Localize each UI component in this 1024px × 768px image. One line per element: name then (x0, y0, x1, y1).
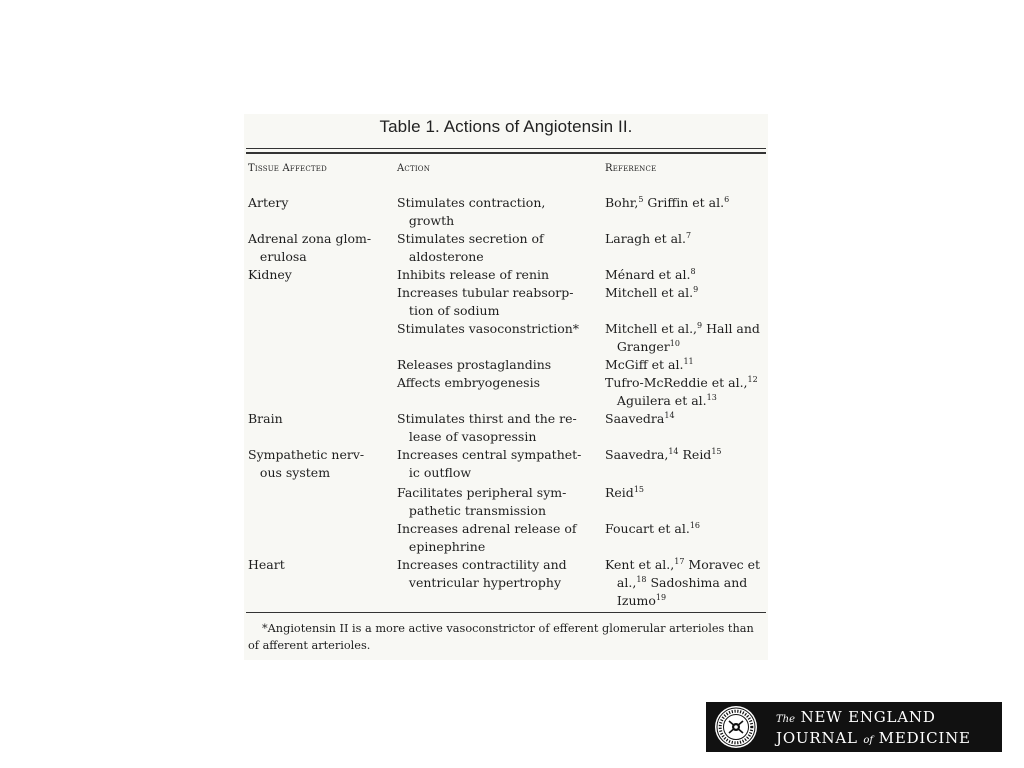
row-action: Stimulates thirst and the re- lease of vasopressin (397, 411, 577, 444)
row-action: Inhibits release of renin (397, 267, 550, 282)
row-reference: Saavedra,$^{14}$ Reid$^{15}$ (605, 447, 722, 462)
row-tissue: Heart (248, 557, 285, 572)
row-reference: Mitchell et al.$^9$ (605, 285, 699, 300)
row-reference: Reid$^{15}$ (605, 485, 644, 500)
row-action: Facilitates peripheral sym- pathetic transmission (397, 485, 567, 518)
row-tissue: Sympathetic nerv- ous system (248, 447, 365, 480)
row-reference: Laragh et al.$^7$ (605, 231, 692, 246)
column-header-reference: Reference (605, 163, 657, 174)
nejm-seal-icon (714, 705, 758, 749)
row-tissue: Artery (248, 195, 289, 210)
row-action: Stimulates secretion of aldosterone (397, 231, 544, 264)
row-reference: Tufro-McReddie et al.,$^{12}$ Aguilera et al.$^{13}$ (605, 375, 758, 408)
row-reference: Mitchell et al.,$^9$ Hall and Granger$^{10}$ (605, 321, 760, 354)
row-action: Increases contractility and ventricular hypertrophy (397, 557, 567, 590)
row-reference: Kent et al.,$^{17}$ Moravec et al.,$^{18}$ Sadoshima and Izumo$^{19}$ (605, 557, 761, 608)
nejm-wordmark: The NEW ENGLAND JOURNAL of MEDICINE (776, 708, 971, 747)
row-action: Stimulates contraction, growth (397, 195, 546, 228)
row-reference: Ménard et al.$^8$ (605, 267, 696, 282)
row-action: Releases prostaglandins (397, 357, 552, 372)
row-reference: Saavedra$^{14}$ (605, 411, 675, 426)
row-action: Affects embryogenesis (397, 375, 540, 390)
table-bottom-rule (246, 612, 766, 613)
row-reference: McGiff et al.$^{11}$ (605, 357, 694, 372)
table-card (244, 114, 768, 660)
row-tissue: Kidney (248, 267, 292, 282)
nejm-logo (706, 702, 1002, 752)
table-title: Table 1. Actions of Angiotensin II. (379, 117, 633, 136)
table-footnote: *Angiotensin II is a more active vasoconstrictor of efferent glomerular arterioles than of afferent arterioles. (248, 622, 754, 652)
header-rule-top (246, 148, 766, 149)
column-header-action: Action (397, 163, 431, 174)
row-action: Increases tubular reabsorp- tion of sodium (397, 285, 574, 318)
row-tissue: Adrenal zona glom- erulosa (248, 231, 372, 264)
row-tissue: Brain (248, 411, 283, 426)
row-action: Increases central sympathet- ic outflow (397, 447, 582, 480)
row-action: Stimulates vasoconstriction* (397, 321, 580, 336)
header-rule-bottom (246, 152, 766, 154)
row-action: Increases adrenal release of epinephrine (397, 521, 577, 554)
column-header-tissue: Tissue Affected (248, 163, 327, 174)
row-reference: Bohr,$^5$ Griffin et al.$^6$ (605, 195, 730, 210)
row-reference: Foucart et al.$^{16}$ (605, 521, 700, 536)
